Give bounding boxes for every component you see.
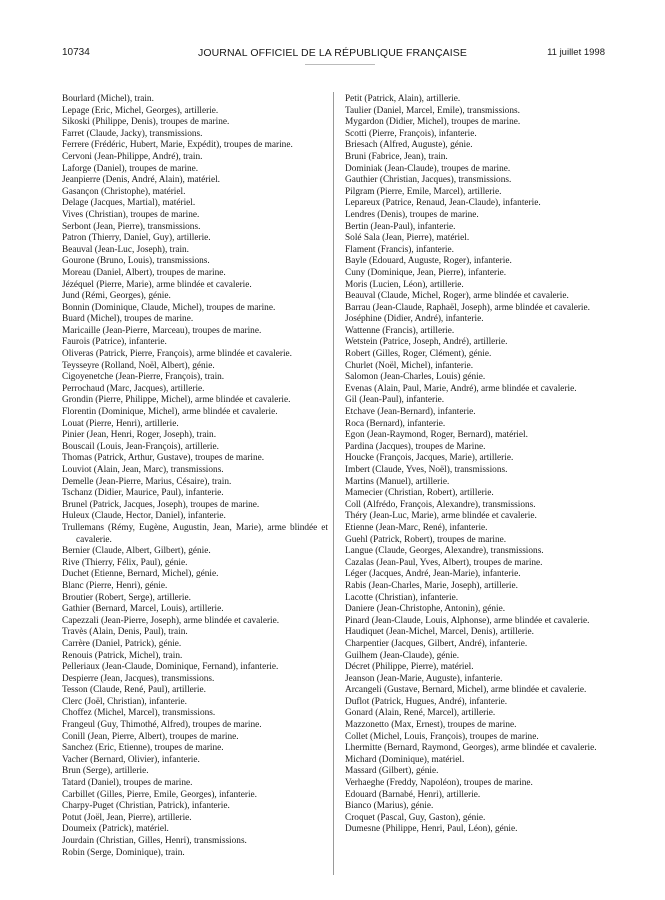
list-entry: Beauval (Jean-Luc, Joseph), train. xyxy=(62,244,190,255)
list-entry: Bertin (Jean-Paul), infanterie. xyxy=(345,221,456,232)
list-entry: Salomon (Jean-Charles, Louis) génie. xyxy=(345,372,486,383)
list-entry: Oliveras (Patrick, Pierre, François), arme blindée et cavalerie. xyxy=(62,349,292,360)
list-entry: Charpentier (Jacques, Gilbert, André), infanterie. xyxy=(345,638,528,649)
list-entry: Roca (Bernard), infanterie. xyxy=(345,418,446,429)
list-entry: Wattenne (Francis), artillerie. xyxy=(345,325,455,336)
list-entry: Moris (Lucien, Léon), artillerie. xyxy=(345,279,464,290)
list-entry: Gauthier (Christian, Jacques), transmissions. xyxy=(345,175,512,186)
list-entry: Gil (Jean-Paul), infanterie. xyxy=(345,395,445,406)
list-entry: Blanc (Pierre, Henri), génie. xyxy=(62,580,168,591)
list-entry: Cuny (Dominique, Jean, Pierre), infanterie. xyxy=(345,267,507,278)
list-entry: Choffez (Michel, Marcel), transmissions. xyxy=(62,708,216,719)
list-entry: Lepareux (Patrice, Renaud, Jean-Claude), infanterie. xyxy=(345,198,541,209)
list-entry: Lepage (Eric, Michel, Georges), artillerie. xyxy=(62,105,219,116)
list-entry: Wetstein (Patrice, Joseph, André), artillerie. xyxy=(345,337,508,348)
list-entry: Louat (Pierre, Henri), artillerie. xyxy=(62,418,179,429)
list-entry: Solé Sala (Jean, Pierre), matériel. xyxy=(345,233,470,244)
list-entry: Pardina (Jacques), troupes de Marine. xyxy=(345,441,486,452)
list-entry: Taulier (Daniel, Marcel, Emile), transmissions. xyxy=(345,105,520,116)
list-entry: Huleux (Claude, Hector, Daniel), infanterie. xyxy=(62,511,226,522)
list-entry: Collet (Michel, Louis, François), troupes de marine. xyxy=(345,731,539,742)
list-entry: Churlet (Noël, Michel), infanterie. xyxy=(345,360,474,371)
list-entry: Décret (Philippe, Pierre), matériel. xyxy=(345,662,474,673)
list-entry: Conill (Jean, Pierre, Albert), troupes de marine. xyxy=(62,731,239,742)
header-rule xyxy=(305,64,375,65)
right-column xyxy=(345,94,611,836)
list-entry: Mygardon (Didier, Michel), troupes de marine. xyxy=(345,117,521,128)
list-entry: Scotti (Pierre, François), infanterie. xyxy=(345,128,477,139)
list-entry: Egon (Jean-Raymond, Roger, Bernard), matériel. xyxy=(345,430,528,441)
list-entry: Sanchez (Eric, Etienne), troupes de marine. xyxy=(62,743,224,754)
list-entry: Joséphine (Didier, André), infanterie. xyxy=(345,314,484,325)
list-entry: Jézéquel (Pierre, Marie), arme blindée et cavalerie. xyxy=(62,279,252,290)
list-entry: Pilgram (Pierre, Emile, Marcel), artillerie. xyxy=(345,186,502,197)
list-entry: Cigoyenetche (Jean-Pierre, François), train. xyxy=(62,372,225,383)
list-entry: Pinard (Jean-Claude, Louis, Alphonse), arme blindée et cavalerie. xyxy=(345,615,590,626)
list-entry: Renouis (Patrick, Michel), train. xyxy=(62,650,183,661)
list-entry: Lacotte (Christian), infanterie. xyxy=(345,592,459,603)
list-entry: Perrochaud (Marc, Jacques), artillerie. xyxy=(62,383,205,394)
list-entry: Tschanz (Didier, Maurice, Paul), infanterie. xyxy=(62,488,224,499)
list-entry: Etienne (Jean-Marc, René), infanterie. xyxy=(345,522,488,533)
list-entry: Capezzali (Jean-Pierre, Joseph), arme blindée et cavalerie. xyxy=(62,615,280,626)
list-entry: Guilhem (Jean-Claude), génie. xyxy=(345,650,460,661)
list-entry: Vives (Christian), troupes de marine. xyxy=(62,209,200,220)
list-entry: Flament (Francis), infanterie. xyxy=(345,244,454,255)
list-entry: Mazzonetto (Max, Ernest), troupes de marine. xyxy=(345,720,517,731)
list-entry: Jeanpierre (Denis, André, Alain), matériel. xyxy=(62,175,220,186)
list-entry: Etchave (Jean-Bernard), infanterie. xyxy=(345,407,476,418)
list-entry: Faurois (Patrice), infanterie. xyxy=(62,337,167,348)
list-entry: Broutier (Robert, Serge), artillerie. xyxy=(62,592,191,603)
column-divider xyxy=(333,92,334,875)
list-entry: Doumeix (Patrick), matériel. xyxy=(62,824,169,835)
list-entry: Charpy-Puget (Christian, Patrick), infanterie. xyxy=(62,801,230,812)
list-entry: Potut (Joël, Jean, Pierre), artillerie. xyxy=(62,812,192,823)
list-entry: Bouscail (Louis, Jean-François), artillerie. xyxy=(62,441,219,452)
list-entry: Barrau (Jean-Claude, Raphaël, Joseph), arme blindée et cavalerie. xyxy=(345,302,590,313)
list-entry: Michard (Dominique), matériel. xyxy=(345,754,465,765)
list-entry: Pinier (Jean, Henri, Roger, Joseph), train. xyxy=(62,430,217,441)
list-entry: Tatard (Daniel), troupes de marine. xyxy=(62,778,193,789)
list-entry: Martins (Manuel), artillerie. xyxy=(345,476,450,487)
list-entry: Bonnin (Dominique, Claude, Michel), troupes de marine. xyxy=(62,302,276,313)
list-entry: Robin (Serge, Dominique), train. xyxy=(62,847,185,858)
list-entry: Haudiquet (Jean-Michel, Marcel, Denis), artillerie. xyxy=(345,627,534,638)
page-number: 10734 xyxy=(62,47,90,58)
list-entry: Moreau (Daniel, Albert), troupes de marine. xyxy=(62,267,226,278)
list-entry: Carbillet (Gilles, Pierre, Emile, Georges), infanterie. xyxy=(62,789,257,800)
list-entry: Langue (Claude, Georges, Alexandre), transmissions. xyxy=(345,546,544,557)
list-entry: Briesach (Alfred, Auguste), génie. xyxy=(345,140,473,151)
list-entry: Laforge (Daniel), troupes de marine. xyxy=(62,163,199,174)
list-entry: Tesson (Claude, René, Paul), artillerie. xyxy=(62,685,206,696)
list-entry: Frangeul (Guy, Thimothé, Alfred), troupes de marine. xyxy=(62,720,262,731)
list-entry: Brunel (Patrick, Jacques, Joseph), troupes de marine. xyxy=(62,499,260,510)
list-entry: Ferrere (Frédéric, Hubert, Marie, Expédit), troupes de marine. xyxy=(62,140,293,151)
page-header xyxy=(0,47,665,61)
list-entry: Mamecier (Christian, Robert), artillerie. xyxy=(345,488,494,499)
list-entry: Bourlard (Michel), train. xyxy=(62,94,154,104)
list-entry: Léger (Jacques, André, Jean-Marie), infanterie. xyxy=(345,569,521,580)
list-entry: Patron (Thierry, Daniel, Guy), artillerie. xyxy=(62,233,211,244)
list-entry: Gathier (Bernard, Marcel, Louis), artillerie. xyxy=(62,604,224,615)
list-entry: Delage (Jacques, Martial), matériel. xyxy=(62,198,196,209)
list-entry: Massard (Gilbert), génie. xyxy=(345,766,439,777)
list-entry: Jund (Rémi, Georges), génie. xyxy=(62,291,171,302)
list-entry: Carrère (Daniel, Patrick), génie. xyxy=(62,638,182,649)
list-entry: Edouard (Barnabé, Henri), artillerie. xyxy=(345,789,481,800)
list-entry: Gasançon (Christophe), matériel. xyxy=(62,186,186,197)
publication-date: 11 juillet 1998 xyxy=(547,47,605,58)
list-entry: Brun (Serge), artillerie. xyxy=(62,766,149,777)
list-entry: Duchet (Etienne, Bernard, Michel), génie. xyxy=(62,569,219,580)
list-entry: Maricaille (Jean-Pierre, Marceau), troupes de marine. xyxy=(62,325,262,336)
list-entry: Teysseyre (Rolland, Noël, Albert), génie. xyxy=(62,360,215,371)
list-entry: Rabis (Jean-Charles, Marie, Joseph), artillerie. xyxy=(345,580,518,591)
list-entry: Petit (Patrick, Alain), artillerie. xyxy=(345,94,461,104)
list-entry: Thomas (Patrick, Arthur, Gustave), troupes de marine. xyxy=(62,453,265,464)
list-entry: Jeanson (Jean-Marie, Auguste), infanterie. xyxy=(345,673,503,684)
list-entry: Dominiak (Jean-Claude), troupes de marine. xyxy=(345,163,511,174)
list-entry: Pelleriaux (Jean-Claude, Dominique, Fernand), infanterie. xyxy=(62,662,279,673)
list-entry: Lendres (Denis), troupes de marine. xyxy=(345,209,479,220)
list-entry: Imbert (Claude, Yves, Noël), transmissions. xyxy=(345,465,508,475)
list-entry: Louviot (Alain, Jean, Marc), transmissions. xyxy=(62,465,224,475)
list-entry: Gonard (Alain, René, Marcel), artillerie. xyxy=(345,708,496,719)
journal-title: JOURNAL OFFICIEL DE LA RÉPUBLIQUE FRANÇAISE xyxy=(198,47,467,59)
list-entry: Bianco (Marius), génie. xyxy=(345,801,434,812)
list-entry: Cazalas (Jean-Paul, Yves, Albert), troupes de marine. xyxy=(345,557,543,568)
list-entry: Théry (Jean-Luc, Marie), arme blindée et cavalerie. xyxy=(345,511,537,522)
list-entry: Houcke (François, Jacques, Marie), artillerie. xyxy=(345,453,514,464)
list-entry: Beauval (Claude, Michel, Roger), arme blindée et cavalerie. xyxy=(345,291,569,302)
list-entry: Florentin (Dominique, Michel), arme blindée et cavalerie. xyxy=(62,407,278,418)
list-entry: Lhermitte (Bernard, Raymond, Georges), arme blindée et cavalerie. xyxy=(345,743,597,754)
list-entry: Robert (Gilles, Roger, Clément), génie. xyxy=(345,349,492,360)
list-entry: Trullemans (Rémy, Eugène, Augustin, Jean, Marie), arme blindée et cavalerie. xyxy=(62,522,328,545)
list-entry: Travès (Alain, Denis, Paul), train. xyxy=(62,627,188,638)
list-entry: Guehl (Patrick, Robert), troupes de marine. xyxy=(345,534,507,545)
list-entry: Daniere (Jean-Christophe, Antonin), génie. xyxy=(345,604,506,615)
list-entry: Croquet (Pascal, Guy, Gaston), génie. xyxy=(345,812,486,823)
list-entry: Gourone (Bruno, Louis), transmissions. xyxy=(62,256,210,267)
list-entry: Grondin (Pierre, Philippe, Michel), arme blindée et cavalerie. xyxy=(62,395,291,406)
list-entry: Dumesne (Philippe, Henri, Paul, Léon), génie. xyxy=(345,824,518,835)
list-entry: Buard (Michel), troupes de marine. xyxy=(62,314,194,325)
list-entry: Jourdain (Christian, Gilles, Henri), transmissions. xyxy=(62,836,247,846)
list-entry: Bayle (Edouard, Auguste, Roger), infanterie. xyxy=(345,256,512,267)
list-entry: Farret (Claude, Jacky), transmissions. xyxy=(62,128,203,139)
list-entry: Rive (Thierry, Félix, Paul), génie. xyxy=(62,557,188,568)
list-entry: Serbont (Jean, Pierre), transmissions. xyxy=(62,221,201,232)
list-entry: Bernier (Claude, Albert, Gilbert), génie. xyxy=(62,546,211,557)
list-entry: Despierre (Jean, Jacques), transmissions. xyxy=(62,673,215,684)
list-entry: Duflot (Patrick, Hugues, André), infanterie. xyxy=(345,696,508,707)
list-entry: Bruni (Fabrice, Jean), train. xyxy=(345,151,448,162)
list-entry: Cervoni (Jean-Philippe, André), train. xyxy=(62,151,203,162)
list-entry: Coll (Alfrédo, François, Alexandre), transmissions. xyxy=(345,499,536,510)
list-entry: Arcangeli (Gustave, Bernard, Michel), arme blindée et cavalerie. xyxy=(345,685,587,696)
list-entry: Clerc (Joël, Christian), infanterie. xyxy=(62,696,187,707)
list-entry: Verhaeghe (Freddy, Napoléon), troupes de marine. xyxy=(345,778,533,789)
list-entry: Sikoski (Philippe, Denis), troupes de marine. xyxy=(62,117,230,128)
list-entry: Demelle (Jean-Pierre, Marius, Césaire), train. xyxy=(62,476,232,487)
left-column xyxy=(62,94,328,859)
list-entry: Evenas (Alain, Paul, Marie, André), arme blindée et cavalerie. xyxy=(345,383,577,394)
list-entry: Vacher (Bernard, Olivier), infanterie. xyxy=(62,754,200,765)
